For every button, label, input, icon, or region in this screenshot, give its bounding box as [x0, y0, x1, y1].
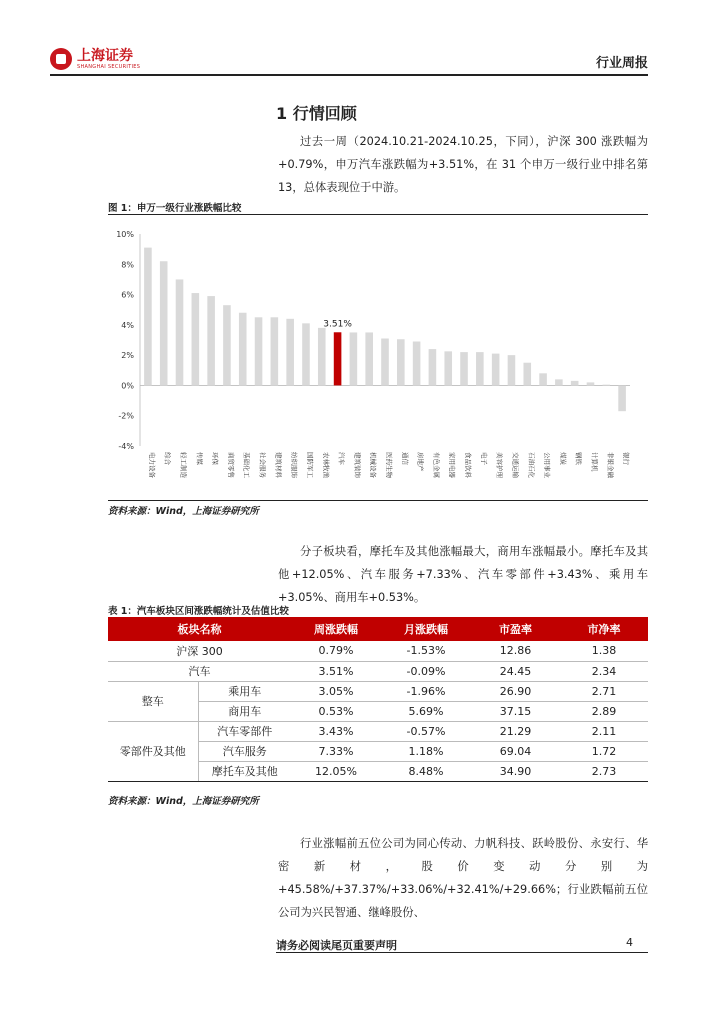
y-tick-label: 4% — [121, 320, 134, 330]
row-pe: 12.86 — [471, 641, 560, 661]
figure-source: 资料来源：Wind，上海证券研究所 — [108, 506, 259, 517]
figure-caption: 图 1：申万一级行业涨跌幅比较 — [108, 203, 242, 214]
category-label: 食品饮料 — [464, 452, 473, 478]
col-header-pe: 市盈率 — [471, 617, 560, 641]
category-label: 钢铁 — [574, 452, 583, 465]
row-pb: 2.11 — [560, 721, 648, 741]
bar-医药生物 — [381, 338, 389, 385]
bar-石油石化 — [523, 363, 531, 386]
bar-交通运输 — [508, 355, 516, 385]
bar-电子 — [476, 352, 484, 385]
table-row — [108, 661, 648, 681]
category-label: 轻工制造 — [179, 452, 188, 478]
category-label: 社会服务 — [258, 452, 267, 478]
row-week: 12.05% — [291, 761, 381, 781]
row-name: 沪深 300 — [108, 641, 291, 661]
row-month: -0.09% — [381, 661, 471, 681]
category-label: 银行 — [622, 452, 631, 465]
table-row — [108, 681, 648, 701]
bar-机械设备 — [365, 332, 373, 385]
category-label: 基础化工 — [242, 452, 251, 478]
row-pb: 2.34 — [560, 661, 648, 681]
row-week: 0.53% — [291, 701, 381, 721]
category-label: 家用电器 — [448, 452, 457, 478]
col-header-week: 周涨跌幅 — [291, 617, 381, 641]
valuation-table — [108, 617, 648, 782]
bar-国防军工 — [302, 323, 310, 385]
logo-cn-text: 上海证券 — [77, 47, 133, 64]
bar-钢铁 — [571, 381, 579, 386]
row-week: 7.33% — [291, 741, 381, 761]
logo-en-text: SHANGHAI SECURITIES — [77, 63, 141, 70]
col-header-month: 月涨跌幅 — [381, 617, 471, 641]
row-name: 商用车 — [198, 701, 291, 721]
category-label: 美容护理 — [495, 452, 504, 478]
category-label: 医药生物 — [385, 452, 393, 478]
bar-通信 — [397, 339, 405, 385]
figure-top-rule — [108, 214, 648, 215]
row-group: 整车 — [108, 681, 198, 721]
bar-传媒 — [192, 293, 200, 385]
col-header-name: 板块名称 — [108, 617, 291, 641]
row-pe: 37.15 — [471, 701, 560, 721]
bar-轻工制造 — [176, 279, 184, 385]
category-label: 汽车 — [337, 452, 346, 465]
table-header-row — [108, 617, 648, 641]
bar-汽车 — [334, 332, 342, 385]
category-label: 电力设备 — [147, 452, 156, 478]
row-pb: 2.73 — [560, 761, 648, 781]
table-source: 资料来源：Wind，上海证券研究所 — [108, 796, 259, 807]
bar-煤炭 — [555, 379, 563, 385]
category-label: 建筑装饰 — [353, 452, 362, 478]
category-label: 交通运输 — [511, 452, 520, 478]
row-month: 5.69% — [381, 701, 471, 721]
logo-icon — [50, 48, 72, 70]
row-pb: 1.72 — [560, 741, 648, 761]
row-pe: 34.90 — [471, 761, 560, 781]
category-label: 煤炭 — [558, 452, 567, 465]
bar-家用电器 — [444, 351, 452, 385]
y-tick-label: 0% — [121, 381, 134, 391]
row-month: -0.57% — [381, 721, 471, 741]
bar-银行 — [618, 385, 626, 411]
y-tick-label: 10% — [116, 230, 134, 239]
bar-有色金属 — [429, 349, 437, 385]
paragraph-subsector: 分子板块看，摩托车及其他涨幅最大，商用车涨幅最小。摩托车及其他+12.05%、汽车服务+7.33%、汽车零部件+3.43%、乘用车+3.05%、商用车+0.53%。 — [278, 545, 648, 604]
bar-商贸零售 — [223, 305, 231, 385]
company-logo — [50, 48, 140, 70]
row-name: 汽车零部件 — [198, 721, 291, 741]
paragraph-top-movers: 行业涨幅前五位公司为同心传动、力帆科技、跃岭股份、永安行、华密新材，股价变动分别为+45.58%/+37.37%/+33.06%/+32.41%/+29.66%；行业跌幅前五位公司为兴民智通、继峰股份、 — [278, 837, 648, 919]
y-tick-label: 6% — [121, 290, 134, 300]
bar-基础化工 — [239, 313, 247, 386]
category-label: 机械设备 — [369, 452, 378, 478]
page-number: 4 — [626, 936, 633, 949]
category-label: 石油石化 — [527, 452, 536, 478]
y-tick-label: -2% — [118, 411, 134, 421]
row-name: 摩托车及其他 — [198, 761, 291, 781]
bar-食品饮料 — [460, 352, 468, 385]
category-label: 建筑材料 — [274, 452, 283, 478]
bar-建筑装饰 — [350, 332, 358, 385]
y-tick-label: 2% — [121, 351, 134, 361]
bar-计算机 — [587, 382, 595, 385]
row-pe: 24.45 — [471, 661, 560, 681]
row-month: -1.96% — [381, 681, 471, 701]
bar-纺织服饰 — [286, 319, 294, 386]
section-title: 1 行情回顾 — [276, 104, 357, 123]
table-row — [108, 721, 648, 741]
category-label: 通信 — [400, 452, 409, 465]
bar-社会服务 — [255, 317, 263, 385]
category-label: 电子 — [479, 452, 488, 465]
category-label: 农林牧渔 — [321, 452, 330, 478]
industry-return-chart — [108, 220, 648, 502]
col-header-pb: 市净率 — [560, 617, 648, 641]
category-label: 环保 — [211, 452, 220, 465]
category-label: 纺织服饰 — [290, 452, 299, 478]
y-tick-label: -4% — [118, 442, 134, 451]
bar-建筑材料 — [271, 317, 279, 385]
footer-rule — [276, 952, 648, 953]
row-month: 1.18% — [381, 741, 471, 761]
paragraph-overview: 过去一周（2024.10.21-2024.10.25，下同），沪深 300 涨跌幅为+0.79%，申万汽车涨跌幅为+3.51%，在 31 个申万一级行业中排名第 13，总体表现位于中游。 — [278, 135, 648, 194]
bar-美容护理 — [492, 354, 500, 386]
y-tick-label: 8% — [121, 260, 134, 270]
bar-农林牧渔 — [318, 328, 326, 386]
row-pb: 2.71 — [560, 681, 648, 701]
highlight-data-label: 3.51% — [323, 319, 352, 330]
table-row — [108, 641, 648, 661]
row-pb: 2.89 — [560, 701, 648, 721]
row-month: 8.48% — [381, 761, 471, 781]
row-pe: 26.90 — [471, 681, 560, 701]
category-label: 综合 — [163, 452, 172, 465]
category-label: 公用事业 — [543, 452, 552, 478]
row-week: 0.79% — [291, 641, 381, 661]
disclaimer-note: 请务必阅读尾页重要声明 — [276, 939, 397, 952]
bar-环保 — [207, 296, 215, 385]
category-label: 传媒 — [195, 452, 204, 465]
row-pe: 69.04 — [471, 741, 560, 761]
row-name: 汽车 — [108, 661, 291, 681]
row-name: 汽车服务 — [198, 741, 291, 761]
table-caption: 表 1：汽车板块区间涨跌幅统计及估值比较 — [108, 606, 289, 617]
category-label: 有色金属 — [432, 452, 441, 478]
row-week: 3.43% — [291, 721, 381, 741]
category-label: 计算机 — [590, 452, 599, 472]
bar-房地产 — [413, 342, 421, 386]
bar-综合 — [160, 261, 168, 385]
bar-电力设备 — [144, 248, 152, 386]
row-week: 3.51% — [291, 661, 381, 681]
row-pe: 21.29 — [471, 721, 560, 741]
category-label: 国防军工 — [305, 452, 314, 478]
row-group: 零部件及其他 — [108, 721, 198, 781]
row-month: -1.53% — [381, 641, 471, 661]
figure-bottom-rule — [108, 500, 648, 501]
category-label: 商贸零售 — [226, 452, 235, 478]
report-type: 行业周报 — [595, 56, 648, 71]
row-name: 乘用车 — [198, 681, 291, 701]
page-header — [50, 48, 648, 76]
bar-公用事业 — [539, 373, 547, 385]
bar-非银金融 — [602, 385, 610, 386]
category-label: 非银金融 — [606, 452, 615, 478]
category-label: 房地产 — [416, 452, 425, 472]
row-pb: 1.38 — [560, 641, 648, 661]
row-week: 3.05% — [291, 681, 381, 701]
